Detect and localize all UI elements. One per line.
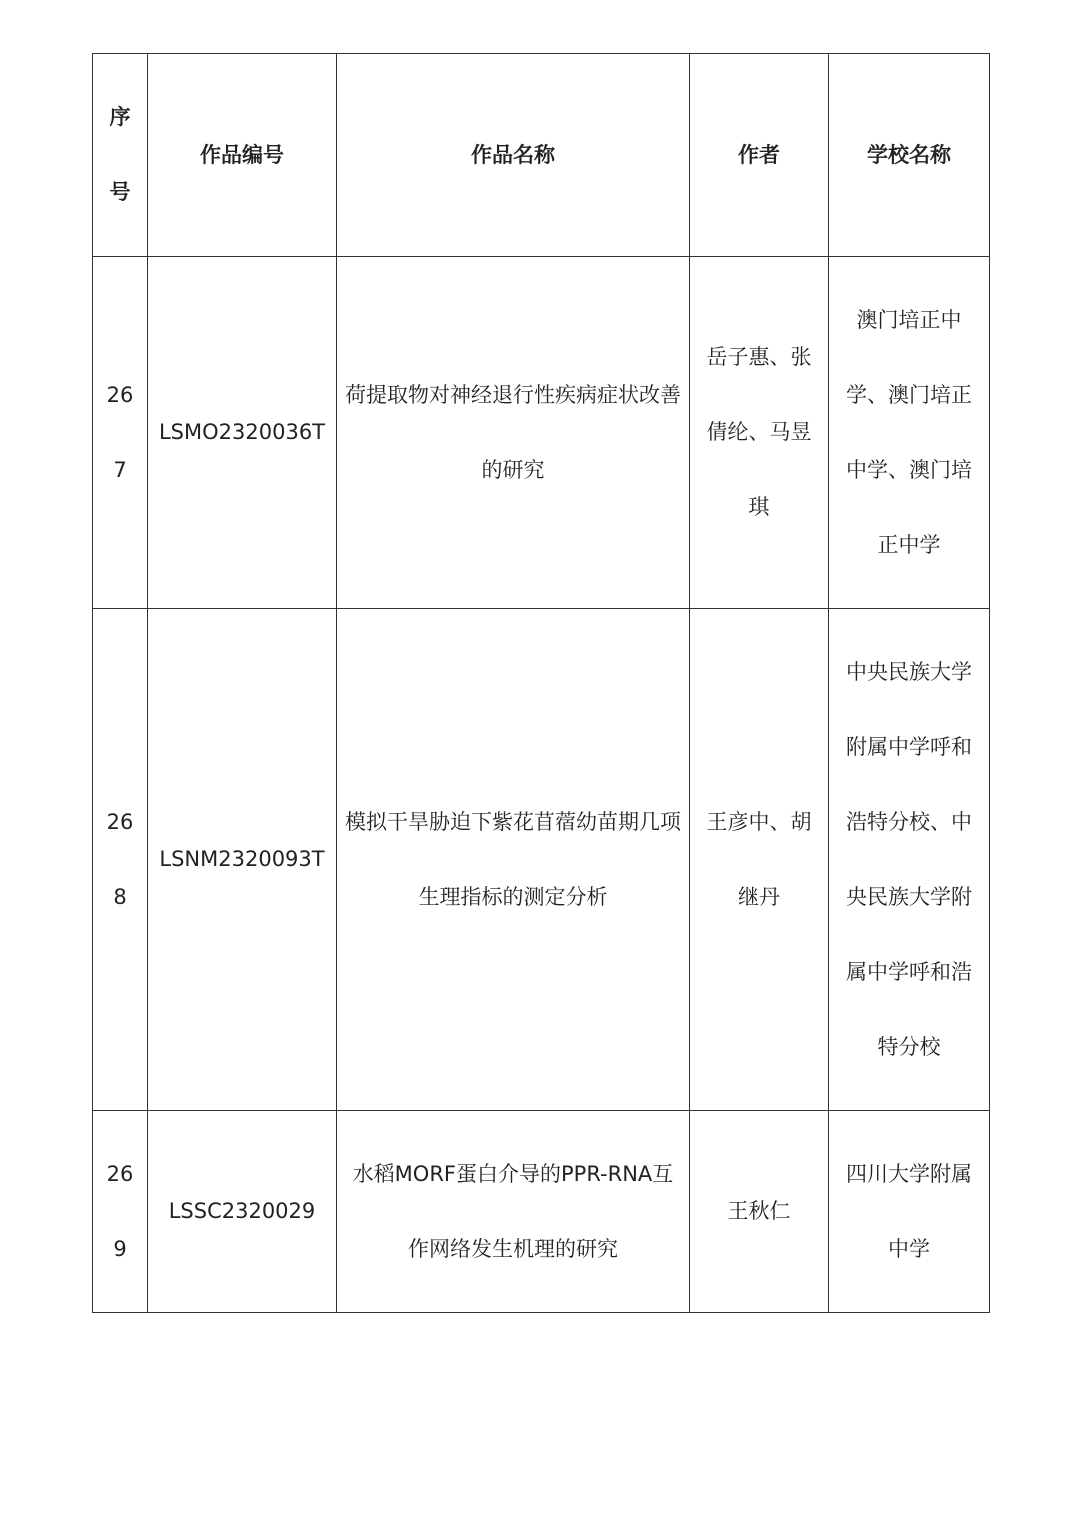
table-header-row <box>93 54 990 257</box>
table-row <box>93 1111 990 1313</box>
cell-author: 王彦中、胡继丹 <box>690 609 829 1111</box>
table-row <box>93 257 990 609</box>
cell-author: 岳子惠、张倩纶、马昱琪 <box>690 257 829 609</box>
award-list-table <box>92 53 990 1313</box>
cell-code: LSSC2320029 <box>148 1111 337 1313</box>
cell-code: LSNM2320093T <box>148 609 337 1111</box>
header-author: 作者 <box>690 54 829 257</box>
header-title: 作品名称 <box>337 54 690 257</box>
cell-author: 王秋仁 <box>690 1111 829 1313</box>
cell-code: LSMO2320036T <box>148 257 337 609</box>
cell-title: 水稻MORF蛋白介导的PPR-RNA互作网络发生机理的研究 <box>337 1111 690 1313</box>
header-index: 序号 <box>93 54 148 257</box>
cell-index: 269 <box>93 1111 148 1313</box>
cell-index: 267 <box>93 257 148 609</box>
header-code: 作品编号 <box>148 54 337 257</box>
cell-title: 荷提取物对神经退行性疾病症状改善的研究 <box>337 257 690 609</box>
cell-title: 模拟干旱胁迫下紫花苜蓿幼苗期几项生理指标的测定分析 <box>337 609 690 1111</box>
cell-school: 中央民族大学附属中学呼和浩特分校、中央民族大学附属中学呼和浩特分校 <box>829 609 990 1111</box>
cell-school: 四川大学附属中学 <box>829 1111 990 1313</box>
header-school: 学校名称 <box>829 54 990 257</box>
cell-index: 268 <box>93 609 148 1111</box>
cell-school: 澳门培正中学、澳门培正中学、澳门培正中学 <box>829 257 990 609</box>
table-row <box>93 609 990 1111</box>
